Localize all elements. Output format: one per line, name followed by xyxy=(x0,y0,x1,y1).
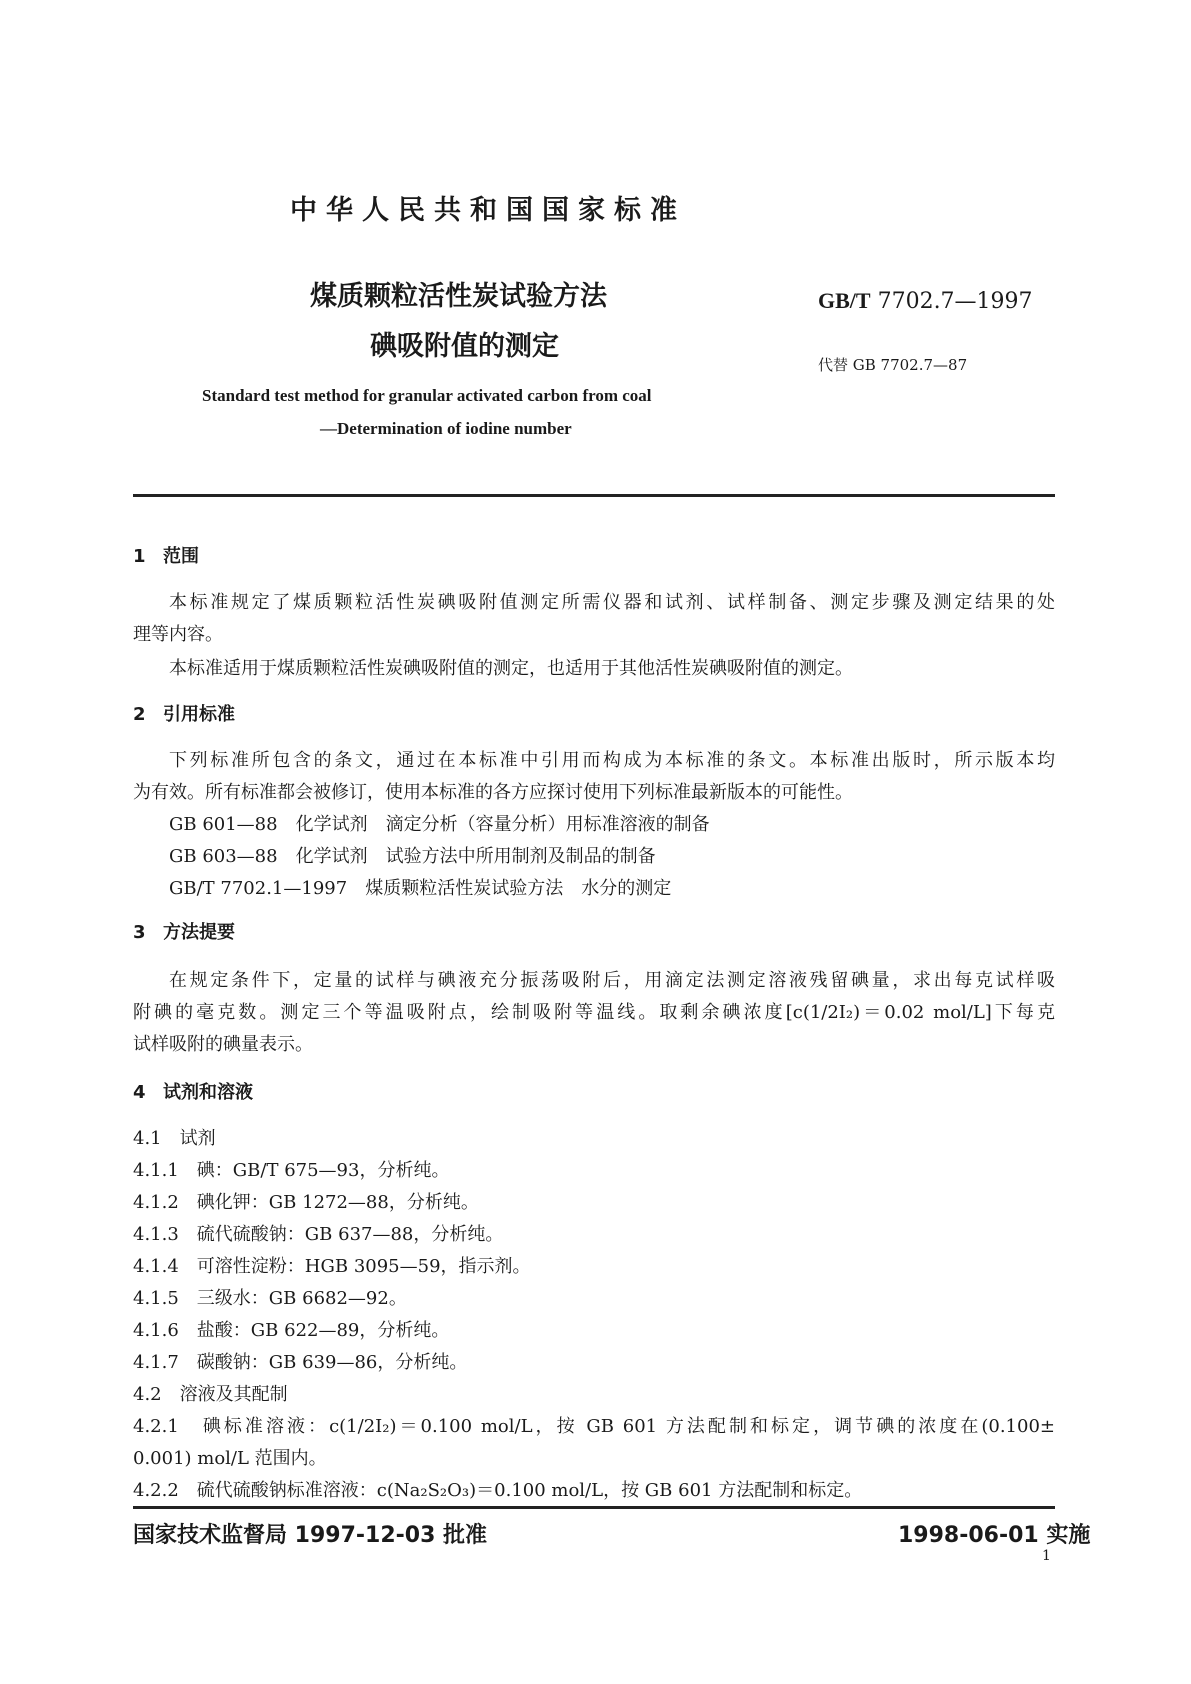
section-2-paragraph-line-1: 下列标准所包含的条文，通过在本标准中引用而构成为本标准的条文。本标准出版时，所示版本均 xyxy=(169,750,1055,771)
section-number: 3 xyxy=(133,922,146,943)
national-standard-heading: 中华人民共和国国家标准 xyxy=(290,195,686,226)
page-number: 1 xyxy=(1042,1548,1051,1564)
clause-item: 4.1.1 碘：GB/T 675—93，分析纯。 xyxy=(133,1160,450,1181)
reference-item: GB/T 7702.1—1997 煤质颗粒活性炭试验方法 水分的测定 xyxy=(169,878,672,899)
clause-4-2-1-line-2: 0.001) mol/L 范围内。 xyxy=(133,1448,327,1469)
section-number: 1 xyxy=(133,546,146,567)
standard-prefix: GB/T xyxy=(818,288,871,313)
clause-item: 4.1.3 硫代硫酸钠：GB 637—88，分析纯。 xyxy=(133,1224,504,1245)
section-title: 引用标准 xyxy=(163,704,235,725)
section-4-heading xyxy=(133,1078,253,1104)
section-title: 试剂和溶液 xyxy=(163,1082,253,1103)
footer-divider xyxy=(133,1506,1055,1509)
standard-number xyxy=(818,288,1033,314)
section-1-paragraph-2: 本标准适用于煤质颗粒活性炭碘吸附值的测定，也适用于其他活性炭碘吸附值的测定。 xyxy=(169,658,853,679)
clause-item: 4.2 溶液及其配制 xyxy=(133,1384,288,1405)
clause-item: 4.1.2 碘化钾：GB 1272—88，分析纯。 xyxy=(133,1192,479,1213)
replaces-note: 代替 GB 7702.7—87 xyxy=(818,356,968,374)
section-title: 范围 xyxy=(163,546,199,567)
section-1-paragraph-1-line-2: 理等内容。 xyxy=(133,624,223,645)
clause-4-2-1-line-1: 4.2.1 碘标准溶液：c(1/2I₂)＝0.100 mol/L，按 GB 601 方法配制和标定，调节碘的浓度在(0.100± xyxy=(133,1416,1055,1437)
section-3-line-2: 附碘的毫克数。测定三个等温吸附点，绘制吸附等温线。取剩余碘浓度[c(1/2I₂)＝0.02 mol/L]下每克 xyxy=(133,1002,1055,1023)
section-1-heading xyxy=(133,542,199,568)
english-title-line-1: Standard test method for granular activated carbon from coal xyxy=(202,386,652,405)
clause-item: 4.1 试剂 xyxy=(133,1128,216,1149)
clause-item: 4.1.6 盐酸：GB 622—89，分析纯。 xyxy=(133,1320,450,1341)
standard-code: 7702.7—1997 xyxy=(877,289,1033,314)
effective-date: 1998-06-01 实施 xyxy=(898,1523,1091,1548)
clause-4-2-2: 4.2.2 硫代硫酸钠标准溶液：c(Na₂S₂O₃)＝0.100 mol/L，按 GB 601 方法配制和标定。 xyxy=(133,1480,863,1501)
section-number: 2 xyxy=(133,704,146,725)
clause-item: 4.1.5 三级水：GB 6682—92。 xyxy=(133,1288,407,1309)
section-1-paragraph-1-line-1: 本标准规定了煤质颗粒活性炭碘吸附值测定所需仪器和试剂、试样制备、测定步骤及测定结果的处 xyxy=(169,592,1055,613)
section-title: 方法提要 xyxy=(163,922,235,943)
title-line-2: 碘吸附值的测定 xyxy=(370,331,559,362)
section-3-heading xyxy=(133,918,235,944)
header-divider xyxy=(133,494,1055,497)
section-2-paragraph-line-2: 为有效。所有标准都会被修订，使用本标准的各方应探讨使用下列标准最新版本的可能性。 xyxy=(133,782,853,803)
section-2-heading xyxy=(133,700,235,726)
approval-date: 国家技术监督局 1997-12-03 批准 xyxy=(133,1523,488,1548)
section-3-line-1: 在规定条件下，定量的试样与碘液充分振荡吸附后，用滴定法测定溶液残留碘量，求出每克试样吸 xyxy=(169,970,1055,991)
section-number: 4 xyxy=(133,1082,146,1103)
reference-item: GB 601—88 化学试剂 滴定分析（容量分析）用标准溶液的制备 xyxy=(169,814,710,835)
title-line-1: 煤质颗粒活性炭试验方法 xyxy=(310,281,607,312)
reference-item: GB 603—88 化学试剂 试验方法中所用制剂及制品的制备 xyxy=(169,846,656,867)
section-3-line-3: 试样吸附的碘量表示。 xyxy=(133,1034,313,1055)
english-title-line-2: —Determination of iodine number xyxy=(320,419,572,438)
clause-item: 4.1.4 可溶性淀粉：HGB 3095—59，指示剂。 xyxy=(133,1256,531,1277)
clause-item: 4.1.7 碳酸钠：GB 639—86，分析纯。 xyxy=(133,1352,468,1373)
